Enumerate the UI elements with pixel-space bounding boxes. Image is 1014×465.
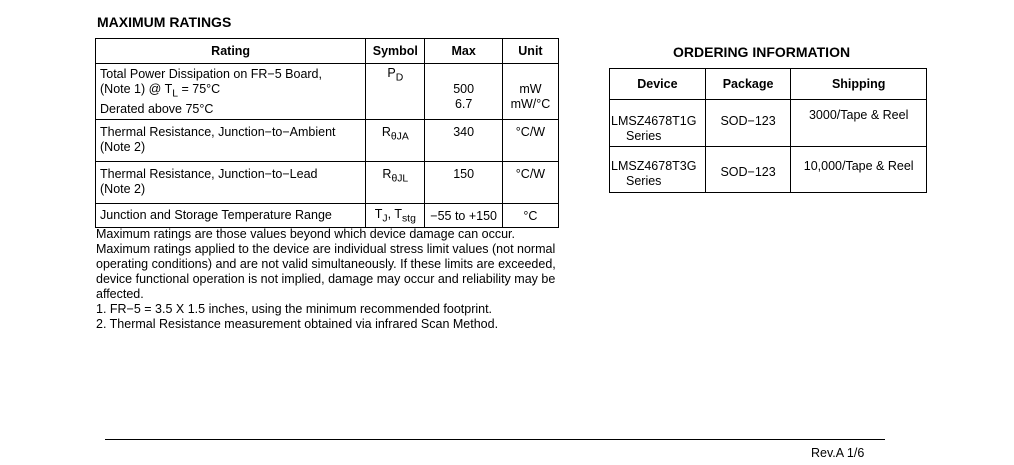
notes-paragraph: Maximum ratings are those values beyond which device damage can occur. Maximum ratings applied to the device are individual stress limit values (not normal operating conditions) and are not valid simultaneously. If these limits are exceeded, device functional operation is not implied, damage may occur and reliability may be affected. — [96, 227, 556, 301]
unit-cell: °C/W — [502, 162, 558, 204]
max-value: 6.7 — [454, 97, 473, 111]
header-max: Max — [425, 39, 503, 64]
symbol-text: R — [381, 125, 391, 139]
rating-text: (Note 1) @ T — [100, 82, 173, 96]
rating-line — [100, 82, 361, 102]
rating-line: Derated above 75°C — [100, 101, 214, 116]
device-cell — [610, 147, 706, 193]
ratings-notes — [96, 227, 566, 332]
footer-divider — [105, 439, 885, 440]
symbol-cell — [366, 204, 425, 228]
max-value: 500 — [453, 82, 475, 96]
shipping-cell: 3000/Tape & Reel — [791, 100, 927, 147]
symbol-cell — [366, 162, 425, 204]
page-revision: Rev.A 1/6 — [811, 446, 865, 460]
symbol-subscript: θJA — [390, 131, 409, 143]
header-package: Package — [705, 69, 791, 100]
table-row — [610, 100, 927, 147]
rating-subscript: L — [172, 88, 178, 100]
symbol-subscript: D — [395, 72, 404, 84]
max-cell — [425, 64, 503, 120]
device-series: Series — [626, 174, 662, 188]
table-row — [96, 204, 559, 228]
unit-cell: °C/W — [502, 120, 558, 162]
unit-cell: °C — [502, 204, 558, 228]
rating-line: Thermal Resistance, Junction−to−Ambient — [100, 125, 336, 139]
rating-cell — [96, 64, 366, 120]
symbol-cell — [366, 64, 425, 120]
symbol-text: T — [374, 206, 383, 221]
symbol-text: , T — [387, 206, 402, 221]
table-row — [96, 64, 559, 120]
table-row — [96, 120, 559, 162]
symbol-text: P — [387, 66, 396, 80]
header-unit: Unit — [502, 39, 558, 64]
table-header-row — [610, 69, 927, 100]
device-name: LMSZ4678T3G — [611, 159, 697, 173]
device-name: LMSZ4678T1G — [611, 114, 697, 128]
table-row — [610, 147, 927, 193]
note-1: 1. FR−5 = 3.5 X 1.5 inches, using the minimum recommended footprint. — [96, 302, 493, 316]
header-device: Device — [610, 69, 706, 100]
package-cell: SOD−123 — [705, 147, 791, 193]
rating-cell — [96, 204, 366, 228]
table-header-row — [96, 39, 559, 64]
rating-cell — [96, 120, 366, 162]
device-cell — [610, 100, 706, 147]
rating-line: (Note 2) — [100, 182, 146, 196]
max-cell: 340 — [425, 120, 503, 162]
max-cell: 150 — [425, 162, 503, 204]
unit-value: mW/°C — [510, 97, 551, 111]
rating-line: Junction and Storage Temperature Range — [100, 208, 332, 222]
rating-line: Thermal Resistance, Junction−to−Lead — [100, 167, 318, 181]
rating-line: (Note 2) — [100, 140, 146, 154]
header-rating: Rating — [96, 39, 366, 64]
unit-cell — [502, 64, 558, 120]
maximum-ratings-title: MAXIMUM RATINGS — [97, 14, 232, 30]
symbol-cell — [366, 120, 425, 162]
ordering-information-title: ORDERING INFORMATION — [673, 44, 851, 60]
rating-text: = 75°C — [178, 82, 221, 96]
header-symbol: Symbol — [366, 39, 425, 64]
symbol-text: R — [382, 167, 392, 181]
package-cell: SOD−123 — [705, 100, 791, 147]
shipping-cell: 10,000/Tape & Reel — [791, 147, 927, 193]
symbol-subscript: J — [382, 213, 388, 225]
note-2: 2. Thermal Resistance measurement obtained via infrared Scan Method. — [96, 317, 499, 331]
ordering-information-table — [609, 68, 927, 193]
device-series: Series — [626, 129, 662, 143]
rating-line: Total Power Dissipation on FR−5 Board, — [100, 67, 322, 81]
maximum-ratings-table — [95, 38, 559, 228]
rating-cell — [96, 162, 366, 204]
header-shipping: Shipping — [791, 69, 927, 100]
max-cell: −55 to +150 — [425, 204, 503, 228]
symbol-subscript: stg — [401, 213, 416, 225]
table-row — [96, 162, 559, 204]
unit-value: mW — [519, 82, 542, 96]
symbol-subscript: θJL — [391, 173, 409, 185]
